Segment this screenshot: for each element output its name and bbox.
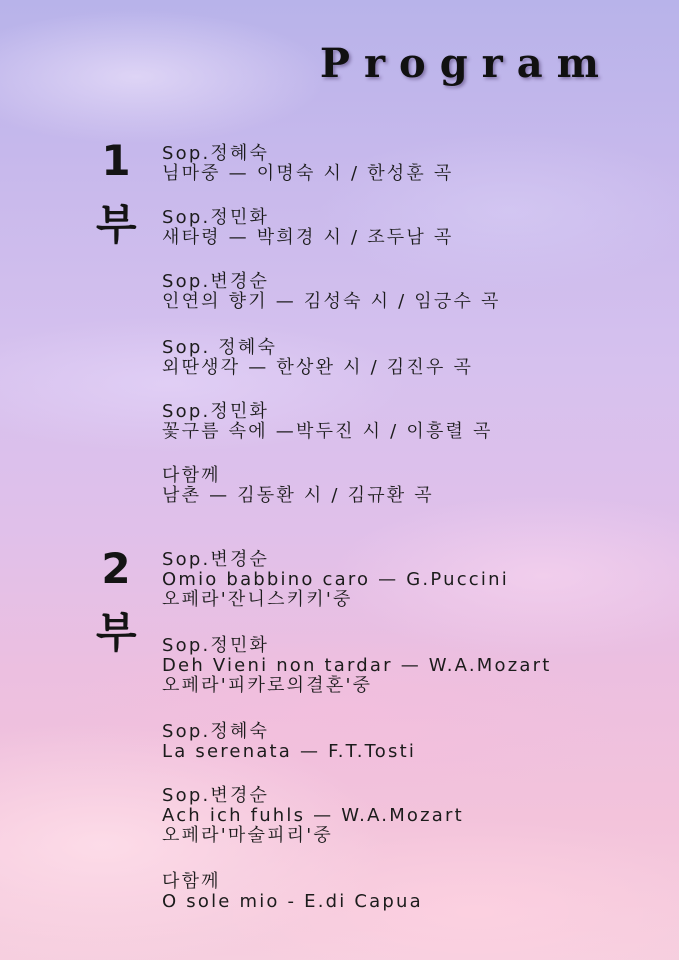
part1-number: 1 xyxy=(101,136,131,185)
work: Deh Vieni non tardar — W.A.Mozart xyxy=(162,655,552,676)
performer: Sop.정혜숙 xyxy=(162,143,270,164)
work: Omio babbino caro — G.Puccini xyxy=(162,569,509,590)
part1-label xyxy=(96,136,137,249)
performer: Sop.변경순 xyxy=(162,271,270,292)
performer: Sop. 정혜숙 xyxy=(162,337,278,358)
program-entry xyxy=(162,786,464,846)
program-entry xyxy=(162,872,423,912)
note: 오페라'잔니스키키'중 xyxy=(162,589,353,610)
note: 오페라'마술피리'중 xyxy=(162,825,333,846)
work: La serenata — F.T.Tosti xyxy=(162,741,417,762)
part2-number: 2 xyxy=(101,544,131,593)
work: 인연의 향기 — 김성숙 시 / 임긍수 곡 xyxy=(162,291,501,312)
page-title: Program xyxy=(319,40,613,87)
part2-suffix: 부 xyxy=(96,608,137,657)
work: 남촌 — 김동환 시 / 김규환 곡 xyxy=(162,485,434,506)
performer: Sop.정민화 xyxy=(162,207,270,228)
performer: Sop.변경순 xyxy=(162,549,270,570)
program-entry xyxy=(162,208,453,248)
work: Ach ich fuhls — W.A.Mozart xyxy=(162,805,464,826)
performer: Sop.변경순 xyxy=(162,785,270,806)
part1-suffix: 부 xyxy=(96,200,137,249)
work: 꽃구름 속에 —박두진 시 / 이흥렬 곡 xyxy=(162,421,493,442)
performer: Sop.정민화 xyxy=(162,635,270,656)
program-entry xyxy=(162,272,501,312)
performer: 다함께 xyxy=(162,871,221,892)
performer: 다함께 xyxy=(162,465,221,486)
program-entry xyxy=(162,636,551,696)
program-entry xyxy=(162,550,509,610)
part2-label xyxy=(96,544,137,657)
performer: Sop.정민화 xyxy=(162,401,270,422)
work: 님마중 — 이명숙 시 / 한성훈 곡 xyxy=(162,163,454,184)
program-entry xyxy=(162,722,416,762)
note: 오페라'피카로의결혼'중 xyxy=(162,675,373,696)
program-entry xyxy=(162,466,434,506)
program-entry xyxy=(162,338,473,378)
program-entry xyxy=(162,144,453,184)
performer: Sop.정혜숙 xyxy=(162,721,270,742)
work: 새타령 — 박희경 시 / 조두남 곡 xyxy=(162,227,454,248)
work: 외딴생각 — 한상완 시 / 김진우 곡 xyxy=(162,357,474,378)
program-entry xyxy=(162,402,493,442)
work: O sole mio - E.di Capua xyxy=(162,891,423,912)
